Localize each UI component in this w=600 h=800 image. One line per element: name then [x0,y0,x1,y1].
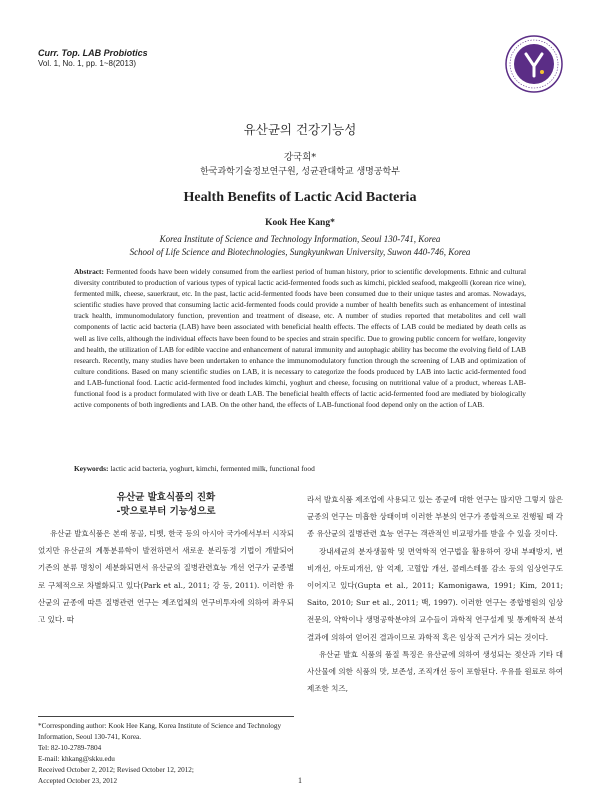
journal-header [38,48,148,68]
section-heading-line-2: -맛으로부터 기능성으로 [116,506,216,517]
abstract-text: Fermented foods have been widely consumed from the earliest period of human history, prior to scientific developments. Ethnic and cultural diversity contributed to production of various types of typical lactic acid-fermented foods such as kimchi, pickled seafood, makgeolli (korean rice wine), fermented milk, cheese, sauerkraut, etc. In the past, lactic acid-fermented foods have been consumed due to their unique tastes and aromas. Nowadays, scientific studies have proved that consuming lactic acid-fermented foods could provide a number of health benefits such as enhancement of intestinal track health, immunomodulatory function, prevention and treatment of disease, etc. A number of studies reported that metabolites and cell wall components of lactic acid bacteria (LAB) have been associated with beneficial health effects. The effects of LAB could be mediated by death cells as well as live cells, although the individual effects have been found to be species and strain specific. Due to growing public concern for welfare, longevity and health, the utilization of LAB for edible vaccine and enhancement of natural immunity and autophagic ability has become the evolving field of LAB research. Recently, many studies have been undertaken to enhance the immunomodulatory function through the screening of LAB and optimization of culture conditions. Based on many scientific studies on LAB, it is necessary to categorize the foods produced by LAB into lactic acid-fermented food and LAB-functional food. Lactic acid-fermented food includes kimchi, yoghurt and cheese, focusing on nutritional value of a product, whereas LAB-functional food is a product formulated with live or death LAB. The beneficial health effects of lactic acid-fermented food are mediated by biologically active components of both ingredients and LAB. On the other hand, the effects of LAB-functional food depend only on the action of LAB. [74,267,526,410]
journal-volume: Vol. 1, No. 1, pp. 1~8(2013) [38,59,137,68]
footnote-received: Received October 2, 2012; Revised October 12, 2012; [38,765,194,774]
right-column [307,491,563,697]
english-author: Kook Hee Kang* [265,218,335,228]
keywords-label: Keywords: [74,464,109,473]
right-paragraph-1: 라서 발효식품 제조업에 사용되고 있는 종균에 대한 연구는 많지만 그렇지 않은 균종의 연구는 미흡한 상태이며 이러한 부분의 연구가 종합적으로 진행될 때 각종 유산균의 질병관련 효능 연구는 객관적인 비교평가를 받을 수 있을 것이다. [307,495,563,539]
right-paragraph-2: 장내세균의 분자생물학 및 면역학적 연구법을 활용하여 장내 부패방지, 변비개선, 아토피개선, 암 억제, 고혈압 개선, 콜레스테롤 감소 등의 임상연구도 이어지고 있다(Gupta et al., 2011; Kamonigawa, 1991; Kim, 2011; Saito, 2010; Sur et al., 2011; 백, 1997). 이러한 연구는 종합병원의 임상 전문의, 약학이나 생명공학분야의 교수들이 과학적 연구설계 및 통계학적 분석 결과에 의하여 얻어진 결과이므로 과학적 혹은 임상적 근거가 되는 것이다. [307,546,563,642]
korean-affiliation: 한국과학기술정보연구원, 성균관대학교 생명공학부 [200,167,400,177]
left-paragraph: 유산균 발효식품은 본래 몽골, 티벳, 한국 등의 아시아 국가에서부터 시작되었지만 유산균의 계통분류학이 발전하면서 새로운 분리동정 기법이 개발되어 기존의 분류 명칭이 세분화되면서 유산균의 질병관련효능 개선 연구가 균종별로 구체적으로 차별화되고 있다(Park et al., 2011; 강 등, 2011). 이러한 유산균의 균종에 따른 질병관련 연구는 제조업체의 연구비투자에 의하여 좌우되고 있다. 따 [38,529,294,625]
left-column [38,491,294,628]
journal-name: Curr. Top. LAB Probiotics [38,48,148,58]
korean-author: 강국희* [283,152,317,163]
footnote-rule [38,716,294,717]
footnote-email: E-mail: khkang@skku.edu [38,754,115,763]
keywords [74,464,526,473]
section-heading [38,491,294,519]
abstract [74,266,526,410]
footnote-accepted: Accepted October 23, 2012 [38,776,118,785]
page-number: 1 [298,776,302,785]
english-title: Health Benefits of Lactic Acid Bacteria [183,190,417,205]
section-heading-line-1: 유산균 발효식품의 진화 [116,492,216,503]
affiliation-line-2: School of Life Science and Biotechnologies, Sungkyunkwan University, Suwon 440-746, Korea [129,246,471,257]
affiliation-line-1: Korea Institute of Science and Technology Information, Seoul 130-741, Korea [159,234,441,244]
korean-title: 유산균의 건강기능성 [243,122,357,137]
footnote-tel: Tel: 82-10-2789-7804 [38,743,102,752]
keywords-text: lactic acid bacteria, yoghurt, kimchi, fermented milk, functional food [110,464,315,473]
english-affiliation [0,233,600,258]
right-paragraph-3: 유산균 발효 식품의 품질 특징은 유산균에 의하여 생성되는 젖산과 기타 대사산물에 의한 식품의 맛, 보존성, 조직개선 등이 포함된다. 우유를 원료로 하여 제조한 치즈, [307,649,563,694]
footnote-corresponding: *Corresponding author: Kook Hee Kang, Korea Institute of Science and Technology Information, Seoul 130-741, Korea. [38,722,282,741]
abstract-label: Abstract: [74,267,104,276]
lab-society-seal-icon [504,34,564,94]
